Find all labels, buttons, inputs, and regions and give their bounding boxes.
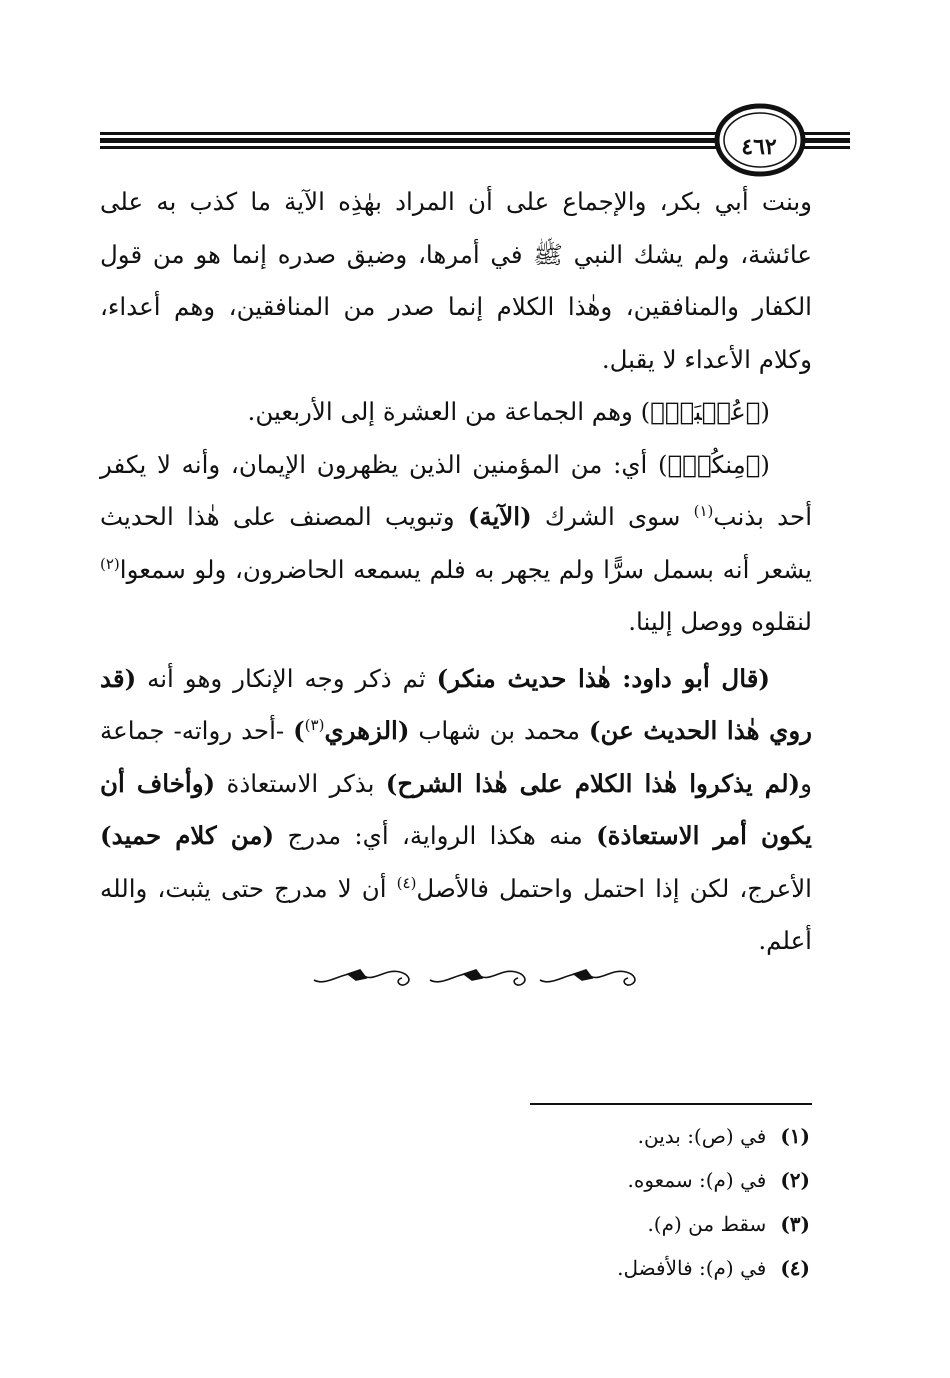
footnote-1 <box>400 1114 810 1158</box>
ornament-unit <box>314 970 409 985</box>
footnote-number: (٣) <box>780 1212 810 1236</box>
matn-quote: ) <box>293 716 305 745</box>
footnotes <box>400 1114 810 1290</box>
matn-quote: (الآية) <box>467 502 532 531</box>
matn-quote: (وأخاف أن يكون أمر الاستعاذة) <box>100 768 812 850</box>
section-end-ornament <box>308 958 644 992</box>
matn-quote: (الزهري <box>324 716 410 745</box>
footnote-number: (٢) <box>780 1168 810 1192</box>
text-run: سمعوا <box>119 554 186 584</box>
text-run: -أحد رواته- جماعة و <box>100 716 812 798</box>
matn-quote: (قال أبو داود: هٰذا حديث منكر) <box>436 663 770 693</box>
matn-quote: (من كلام حميد) <box>100 821 275 850</box>
ornament-unit <box>430 970 525 985</box>
footnote-4 <box>400 1246 810 1290</box>
footnote-text: في (م): فالأفضل. <box>617 1256 767 1280</box>
text-line: (﴿مِنكُمۡ﴾) أي: من المؤمنين الذين يظهرون الإيمان، وأنه لا يكفر <box>100 449 770 479</box>
text-run: أن لا مدرج حتى يثبت، والله أعلم. <box>100 873 812 955</box>
ornament-unit <box>540 970 635 985</box>
text-run: لنقلوه ووصل إلينا. <box>628 607 812 636</box>
footnote-text: سقط من (م). <box>647 1212 767 1236</box>
text-line: وبنت أبي بكر، والإجماع على أن المراد بهٰذِه الآية ما كذب به على <box>100 187 812 216</box>
text-run: الأعرج، لكن إذا احتمل واحتمل فالأصل <box>416 873 812 903</box>
paragraph-1 <box>100 176 812 386</box>
paragraph-3 <box>100 439 812 649</box>
text-run: أحد بذنب <box>713 502 812 531</box>
paragraph-4 <box>100 653 812 968</box>
text-run: منه هكذا الرواية، أي: مدرج <box>274 821 597 850</box>
matn-quote: (قد روي هٰذا الحديث عن) <box>100 663 812 745</box>
text-run: سوى الشرك <box>531 502 694 531</box>
footnote-ref-4[interactable]: (٤) <box>396 873 417 892</box>
page-number: ٤٦٢ <box>741 134 777 160</box>
footnote-text: في (ص): بدين. <box>637 1124 767 1148</box>
footnote-ref-3[interactable]: (٣) <box>304 715 325 734</box>
main-text <box>100 176 812 968</box>
footnote-number: (٤) <box>780 1256 810 1280</box>
text-run: ثم ذكر وجه الإنكار وهو أنه <box>136 663 437 693</box>
text-line: يشعر أنه بسمل سرًّا ولم يجهر به فلم يسمعه الحاضرون، ولو <box>194 554 812 584</box>
footnote-ref-1[interactable]: (١) <box>693 501 714 520</box>
text-run: وتبويب المصنف على هٰذا الحديث <box>100 502 468 531</box>
footnote-text: في (م): سمعوه. <box>627 1168 767 1192</box>
matn-quote: (لم يذكروا هٰذا الكلام على هٰذا الشرح) <box>385 768 801 798</box>
footnote-separator <box>530 1103 812 1105</box>
footnote-number: (١) <box>780 1124 810 1148</box>
text-line: (﴿عُصۡبَةٞ﴾) وهم الجماعة من العشرة إلى الأربعين. <box>247 397 770 426</box>
footnote-ref-2[interactable]: (٢) <box>100 554 120 573</box>
text-line: وكلام الأعداء لا يقبل. <box>601 344 812 374</box>
text-line: عائشة، ولم يشك النبي ﷺ في أمرها، وضيق صدره إنما هو من قول <box>100 239 812 269</box>
footnote-2 <box>400 1158 810 1202</box>
paragraph-2 <box>100 386 812 439</box>
text-run: بذكر الاستعاذة <box>215 768 386 798</box>
footnote-3 <box>400 1202 810 1246</box>
text-run: محمد بن شهاب <box>409 716 589 745</box>
text-line: الكفار والمنافقين، وهٰذا الكلام إنما صدر من المنافقين، وهم أعداء، <box>100 292 812 321</box>
